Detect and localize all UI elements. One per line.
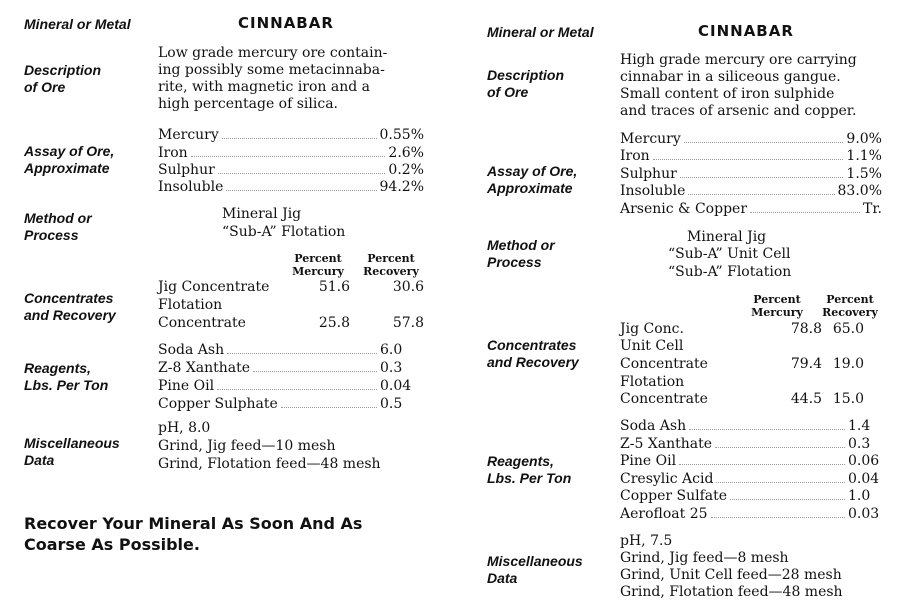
left-conc-2-recovery: 57.8 — [392, 315, 424, 331]
right-description: High grade mercury ore carrying cinnabar in a siliceous gangue. Small content of iron sulphide and traces of arsenic and copper. — [620, 52, 857, 119]
right-assay-row: Iron 1.1% — [620, 148, 882, 164]
left-assay-row: Sulphur 0.2% — [158, 162, 424, 178]
left-misc-1: pH, 8.0 — [158, 420, 211, 436]
left-assay-row: Insoluble 94.2% — [158, 179, 424, 195]
left-col-header-recovery: Percent Recovery — [363, 252, 419, 278]
left-description: Low grade mercury ore contain- ing possibly some metacinnaba- rite, with magnetic iron and a high percentage of silica. — [158, 45, 388, 112]
right-conc-3-mercury: 44.5 — [790, 391, 822, 407]
left-conc-1-mercury: 51.6 — [318, 279, 350, 295]
left-description-label: Description of Ore — [24, 62, 102, 95]
right-reagent-row: Pine Oil 0.06 — [620, 453, 880, 469]
left-conc-2-name-1: Flotation — [158, 297, 223, 313]
left-reagent-row: Z-8 Xanthate 0.3 — [158, 360, 403, 376]
left-reagents-label: Reagents, Lbs. Per Ton — [24, 360, 109, 393]
right-col-header-recovery: Percent Recovery — [822, 293, 878, 319]
right-conc-2-recovery: 19.0 — [832, 356, 864, 372]
right-misc-3: Grind, Unit Cell feed—28 mesh — [620, 567, 842, 583]
left-conc-2-name-2: Concentrate — [158, 315, 246, 331]
left-concentrates-label: Concentrates and Recovery — [24, 290, 116, 323]
right-reagent-row: Aerofloat 25 0.03 — [620, 506, 880, 522]
right-conc-3-recovery: 15.0 — [832, 391, 864, 407]
right-method-label: Method or Process — [487, 237, 555, 270]
left-title: CINNABAR — [238, 14, 334, 32]
right-concentrates-label: Concentrates and Recovery — [487, 337, 579, 370]
left-conc-1-recovery: 30.6 — [392, 279, 424, 295]
left-reagent-row: Copper Sulphate 0.5 — [158, 396, 403, 412]
right-reagent-row: Soda Ash 1.4 — [620, 418, 871, 434]
right-conc-1-recovery: 65.0 — [832, 321, 864, 337]
left-reagent-row: Pine Oil 0.04 — [158, 378, 412, 394]
right-method-3: “Sub-A” Flotation — [668, 264, 792, 280]
left-col-header-mercury: Percent Mercury — [292, 252, 344, 278]
left-conc-2-mercury: 25.8 — [318, 315, 350, 331]
right-conc-3-name-2: Concentrate — [620, 391, 708, 407]
left-method-2: “Sub-A” Flotation — [222, 224, 346, 240]
right-reagent-row: Cresylic Acid 0.04 — [620, 471, 880, 487]
left-method-label: Method or Process — [24, 210, 92, 243]
left-misc-2: Grind, Jig feed—10 mesh — [158, 438, 336, 454]
right-assay-row: Insoluble 83.0% — [620, 183, 882, 199]
right-misc-2: Grind, Jig feed—8 mesh — [620, 550, 789, 566]
left-assay-row: Iron 2.6% — [158, 145, 424, 161]
right-assay-row: Arsenic & Copper Tr. — [620, 201, 882, 217]
left-reagent-row: Soda Ash 6.0 — [158, 342, 403, 358]
left-assay-row: Mercury 0.55% — [158, 127, 424, 143]
right-conc-2-name-2: Concentrate — [620, 356, 708, 372]
right-description-label: Description of Ore — [487, 67, 565, 100]
right-misc-4: Grind, Flotation feed—48 mesh — [620, 584, 843, 600]
right-conc-2-mercury: 79.4 — [790, 356, 822, 372]
right-conc-3-name-1: Flotation — [620, 374, 685, 390]
right-reagents-label: Reagents, Lbs. Per Ton — [487, 453, 572, 486]
right-header-label: Mineral or Metal — [487, 24, 594, 40]
left-header-label: Mineral or Metal — [24, 16, 131, 32]
right-reagent-row: Copper Sulfate 1.0 — [620, 488, 871, 504]
left-misc-label: Miscellaneous Data — [24, 435, 120, 468]
left-assay-label: Assay of Ore, Approximate — [24, 143, 115, 176]
right-misc-label: Miscellaneous Data — [487, 553, 583, 586]
right-assay-row: Mercury 9.0% — [620, 131, 882, 147]
motto: Recover Your Mineral As Soon And As Coarse As Possible. — [24, 514, 363, 554]
right-misc-1: pH, 7.5 — [620, 533, 673, 549]
left-misc-3: Grind, Flotation feed—48 mesh — [158, 456, 381, 472]
right-conc-2-name-1: Unit Cell — [620, 338, 684, 354]
right-conc-1-name: Jig Conc. — [620, 321, 684, 337]
right-assay-label: Assay of Ore, Approximate — [487, 163, 578, 196]
left-conc-1-name: Jig Concentrate — [158, 279, 270, 295]
right-reagent-row: Z-5 Xanthate 0.3 — [620, 436, 871, 452]
right-assay-row: Sulphur 1.5% — [620, 166, 882, 182]
right-title: CINNABAR — [698, 22, 794, 40]
right-col-header-mercury: Percent Mercury — [751, 293, 803, 319]
right-conc-1-mercury: 78.8 — [790, 321, 822, 337]
right-method-1: Mineral Jig — [687, 229, 767, 245]
left-method-1: Mineral Jig — [222, 206, 302, 222]
right-method-2: “Sub-A” Unit Cell — [668, 246, 791, 262]
